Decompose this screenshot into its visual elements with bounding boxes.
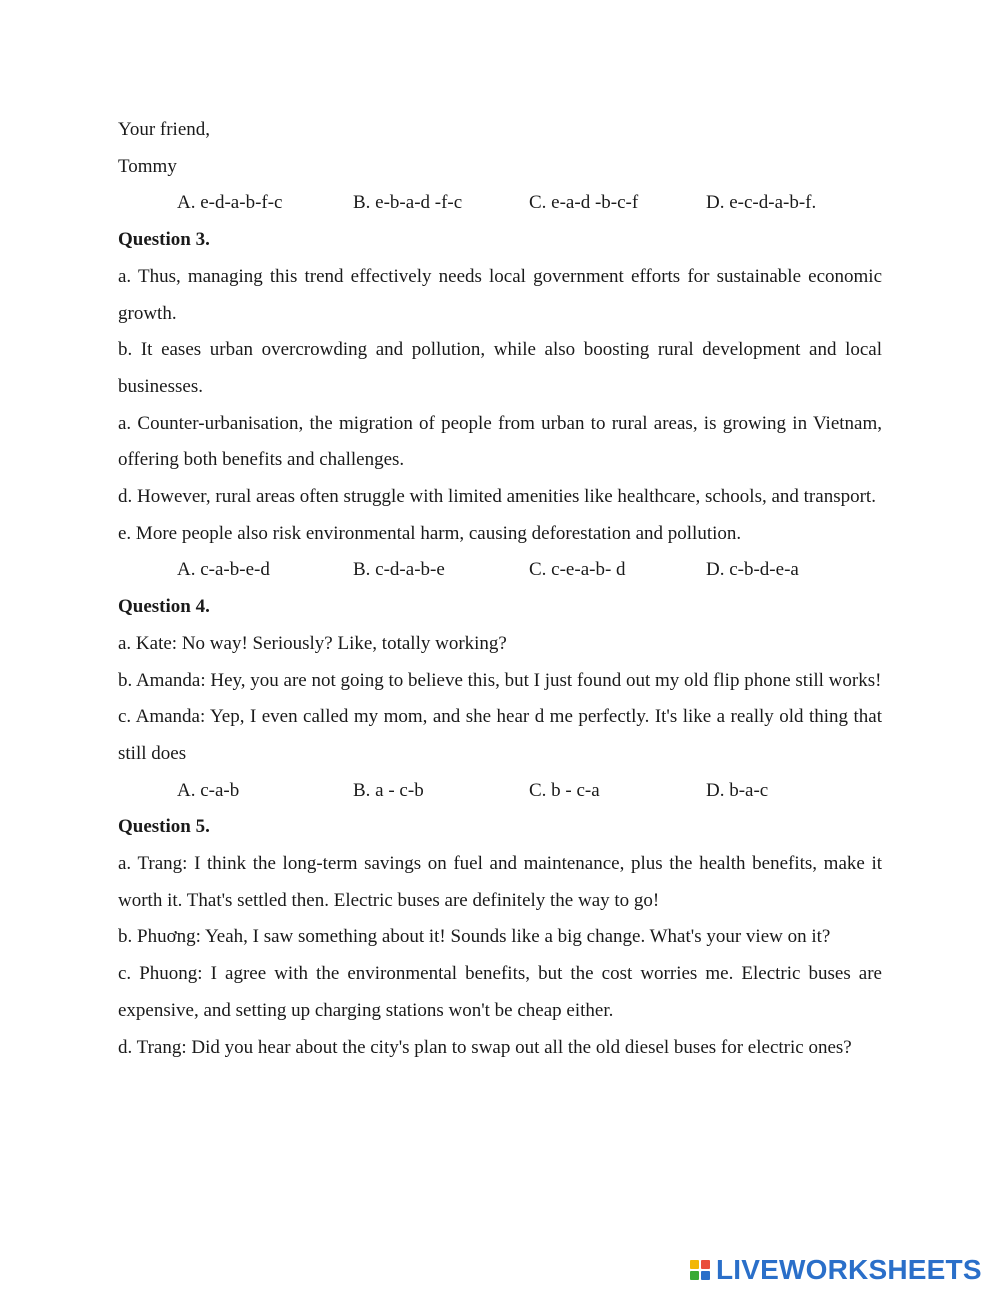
q3-item-a: a. Thus, managing this trend effectively needs local government efforts for sustainable economic growth. — [118, 265, 882, 324]
q4-item-a: a. Kate: No way! Seriously? Like, totally working? — [118, 632, 507, 654]
q3-item-e: e. More people also risk environmental harm, causing deforestation and pollution. — [118, 522, 742, 544]
q5-item-a: a. Trang: I think the long-term savings on fuel and maintenance, plus the health benefits, make it worth it. That's settled then. Electric buses are definitely the way to go! — [118, 853, 882, 911]
q2-option-b[interactable]: B. e-b-a-d -f-c — [353, 192, 463, 214]
logo-square-4 — [701, 1271, 710, 1280]
worksheet-page — [118, 112, 882, 1066]
q3-title: Question 3. — [118, 229, 210, 251]
q2-options — [118, 185, 882, 222]
q2-option-c[interactable]: C. e-a-d -b-c-f — [529, 192, 639, 214]
logo-square-1 — [690, 1260, 699, 1269]
q3-option-a[interactable]: A. c-a-b-e-d — [177, 559, 270, 581]
q2-option-d[interactable]: D. e-c-d-a-b-f. — [706, 192, 817, 214]
q3-options — [118, 552, 882, 589]
letter-name: Tommy — [118, 155, 177, 177]
liveworksheets-logo-mark-icon — [690, 1260, 710, 1280]
q4-options — [118, 773, 882, 810]
q4-item-c: c. Amanda: Yep, I even called my mom, and she hear d me perfectly. It's like a really old thing that still does — [118, 706, 882, 764]
q4-option-a[interactable]: A. c-a-b — [177, 779, 240, 801]
q5-item-c: c. Phuong: I agree with the environmental benefits, but the cost worries me. Electric buses are expensive, and setting up charging stations won't be cheap either. — [118, 963, 882, 1021]
q3-option-b[interactable]: B. c-d-a-b-e — [353, 559, 445, 581]
logo-square-3 — [690, 1271, 699, 1280]
q3-option-d[interactable]: D. c-b-d-e-a — [706, 559, 799, 581]
q4-item-b: b. Amanda: Hey, you are not going to believe this, but I just found out my old flip phone still works! — [118, 669, 882, 691]
q5-item-d: d. Trang: Did you hear about the city's plan to swap out all the old diesel buses for electric ones? — [118, 1036, 852, 1058]
letter-signoff: Your friend, — [118, 119, 211, 140]
q4-option-b[interactable]: B. a - c-b — [353, 779, 424, 801]
q4-title: Question 4. — [118, 596, 210, 618]
q4-option-d[interactable]: D. b-a-c — [706, 779, 769, 801]
q4-option-c[interactable]: C. b - c-a — [529, 779, 600, 801]
liveworksheets-logo — [690, 1255, 982, 1285]
liveworksheets-logo-text: LIVEWORKSHEETS — [716, 1254, 982, 1285]
q5-title: Question 5. — [118, 816, 210, 838]
q3-item-d: d. However, rural areas often struggle with limited amenities like healthcare, schools, and transport. — [118, 486, 876, 508]
q3-option-c[interactable]: C. c-e-a-b- d — [529, 559, 626, 581]
q5-item-b: b. Phuơng: Yeah, I saw something about it! Sounds like a big change. What's your view on it? — [118, 926, 831, 948]
q3-item-b: b. It eases urban overcrowding and pollution, while also boosting rural development and local businesses. — [118, 339, 882, 397]
logo-square-2 — [701, 1260, 710, 1269]
q3-item-c: a. Counter-urbanisation, the migration of people from urban to rural areas, is growing in Vietnam, offering both benefits and challenges. — [118, 412, 882, 471]
q2-option-a[interactable]: A. e-d-a-b-f-c — [177, 192, 283, 214]
